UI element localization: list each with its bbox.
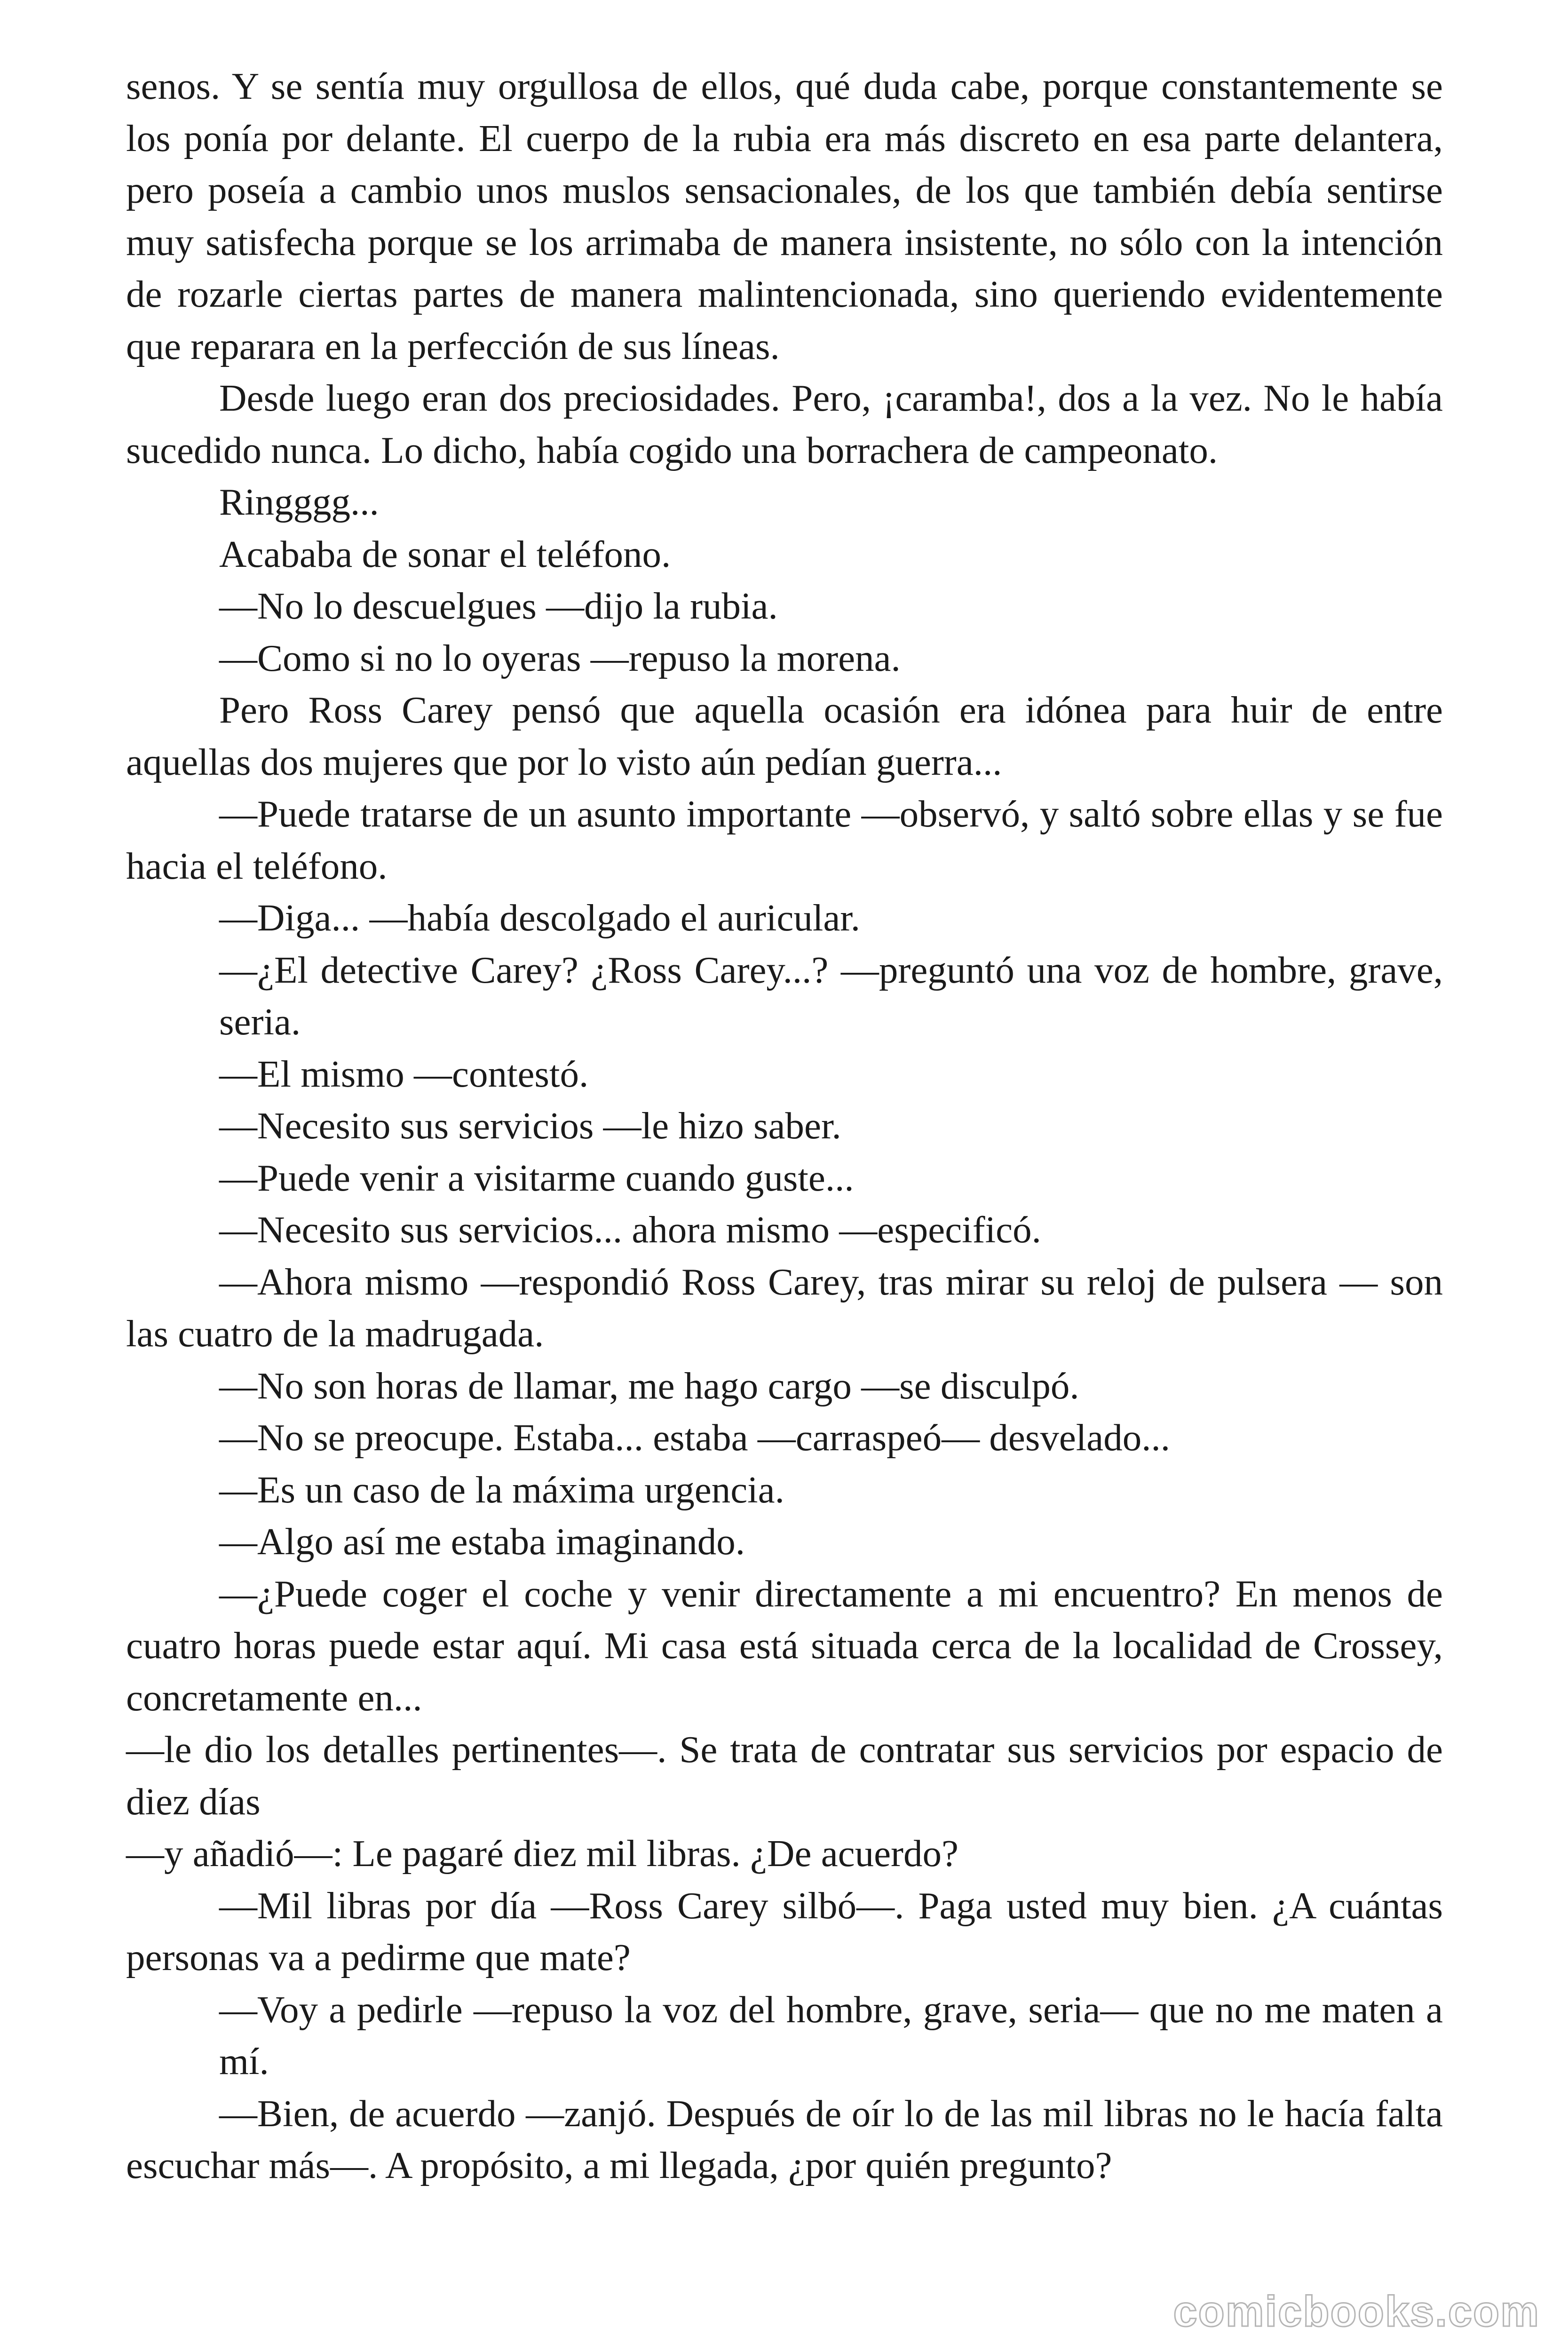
- dialogue-line: —Voy a pedirle —repuso la voz del hombre, grave, seria— que no me maten a mí.: [219, 1988, 1443, 2082]
- dialogue-line: —y añadió—: Le pagaré diez mil libras. ¿De acuerdo?: [126, 1832, 958, 1875]
- paragraph: Ringggg...: [219, 481, 379, 523]
- dialogue-line: —No se preocupe. Estaba... estaba —carraspeó— desvelado...: [219, 1416, 1170, 1459]
- dialogue-line: —Necesito sus servicios —le hizo saber.: [219, 1104, 841, 1147]
- dialogue-line: —le dio los detalles pertinentes—. Se trata de contratar sus servicios por espacio de diez días: [126, 1728, 1443, 1823]
- dialogue-line: —¿Puede coger el coche y venir directamente a mi encuentro? En menos de cuatro horas puede estar aquí. Mi casa está situada cerca de la localidad de Crossey, concretamente en...: [126, 1572, 1443, 1719]
- dialogue-line: —Bien, de acuerdo —zanjó. Después de oír lo de las mil libras no le hacía falta escuchar más—. A propósito, a mi llegada, ¿por quién pregunto?: [126, 2092, 1443, 2186]
- dialogue-line: —Diga... —había descolgado el auricular.: [219, 897, 861, 939]
- dialogue-line: —Algo así me estaba imaginando.: [219, 1520, 745, 1563]
- dialogue-line: —Mil libras por día —Ross Carey silbó—. Paga usted muy bien. ¿A cuántas personas va a pedirme que mate?: [126, 1884, 1443, 1979]
- dialogue-line: —Como si no lo oyeras —repuso la morena.: [219, 636, 901, 679]
- dialogue-line: —No son horas de llamar, me hago cargo —se disculpó.: [219, 1364, 1079, 1407]
- dialogue-line: —No lo descuelgues —dijo la rubia.: [219, 585, 778, 627]
- dialogue-line: —Puede venir a visitarme cuando guste...: [219, 1156, 854, 1199]
- book-page-text: [126, 60, 1443, 2192]
- watermark: comicbooks.com: [1173, 2288, 1540, 2336]
- paragraph: Desde luego eran dos preciosidades. Pero, ¡caramba!, dos a la vez. No le había sucedido nunca. Lo dicho, había cogido una borrachera de campeonato.: [126, 377, 1443, 471]
- dialogue-line: —Ahora mismo —respondió Ross Carey, tras mirar su reloj de pulsera — son las cuatro de la madrugada.: [126, 1260, 1443, 1355]
- dialogue-line: —Es un caso de la máxima urgencia.: [219, 1468, 784, 1511]
- paragraph: senos. Y se sentía muy orgullosa de ellos, qué duda cabe, porque constantemente se los ponía por delante. El cuerpo de la rubia era más discreto en esa parte delantera, pero poseía a cambio unos muslos sensacionales, de los que también debía sentirse muy satisfecha porque se los arrimaba de manera insistente, no sólo con la intención de rozarle ciertas partes de manera malintencionada, sino queriendo evidentemente que reparara en la perfección de sus líneas.: [126, 65, 1443, 367]
- dialogue-line: —Puede tratarse de un asunto importante —observó, y saltó sobre ellas y se fue hacia el teléfono.: [126, 793, 1443, 887]
- paragraph: Pero Ross Carey pensó que aquella ocasión era idónea para huir de entre aquellas dos mujeres que por lo visto aún pedían guerra...: [126, 689, 1443, 783]
- dialogue-line: —Necesito sus servicios... ahora mismo —especificó.: [219, 1208, 1041, 1251]
- paragraph: Acababa de sonar el teléfono.: [219, 532, 671, 575]
- dialogue-line: —¿El detective Carey? ¿Ross Carey...? —preguntó una voz de hombre, grave, seria.: [219, 948, 1443, 1043]
- dialogue-line: —El mismo —contestó.: [219, 1052, 589, 1095]
